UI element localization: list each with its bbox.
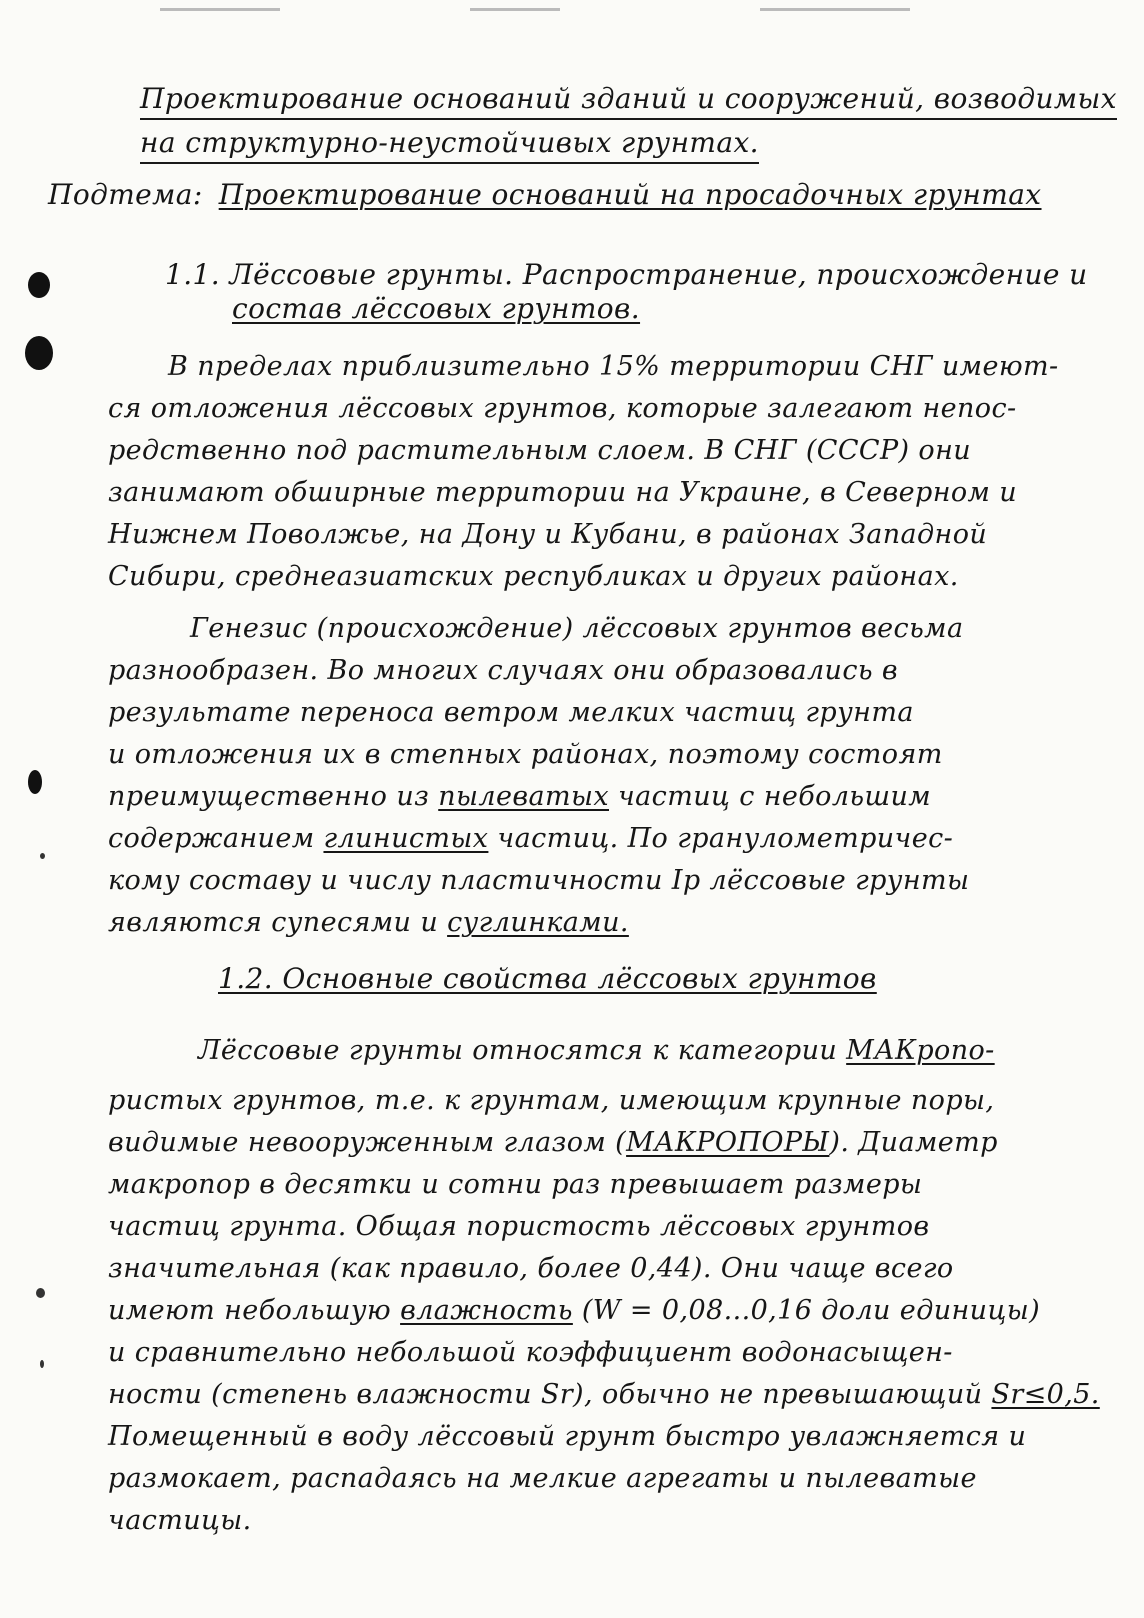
underlined-term: МАКРОПОРЫ [626, 1127, 830, 1158]
text-run: являются супесями и [108, 907, 448, 938]
paragraph-line [108, 780, 931, 814]
underlined-term: Sr≤0,5. [991, 1379, 1100, 1410]
paragraph-line: Помещенный в воду лёссовый грунт быстро увлажняется и [108, 1421, 1027, 1452]
subtopic [48, 178, 1042, 212]
subtopic-label: Подтема: [48, 178, 203, 211]
underlined-term: пылеватых [438, 781, 609, 812]
paragraph-line: занимают обширные территории на Украине, в Северном и [108, 477, 1018, 508]
text-run: содержанием [108, 823, 324, 854]
text-run: видимые невооруженным глазом ( [108, 1127, 627, 1158]
paragraph-line: частицы. [108, 1505, 252, 1536]
paragraph-line: Нижнем Поволжье, на Дону и Кубани, в районах Западной [108, 519, 988, 550]
paragraph-line: редственно под растительным слоем. В СНГ (СССР) они [108, 435, 972, 466]
subtopic-text: Проектирование оснований на просадочных грунтах [218, 178, 1042, 211]
paragraph-line: и отложения их в степных районах, поэтому состоят [108, 739, 943, 770]
text-run: частиц с небольшим [609, 781, 932, 812]
text-run: имеют небольшую [108, 1295, 401, 1326]
punch-hole-mark [28, 272, 50, 298]
paragraph-line: ся отложения лёссовых грунтов, которые залегают непос- [108, 393, 1017, 424]
underlined-term: МАКропо- [846, 1035, 995, 1066]
scan-speck [40, 1360, 44, 1368]
scan-speck [40, 853, 45, 859]
paragraph-line: разнообразен. Во многих случаях они образовались в [108, 655, 899, 686]
text-run: (W = 0,08...0,16 доли единицы) [572, 1295, 1041, 1326]
section-1-heading-line-2: состав лёссовых грунтов. [232, 292, 641, 325]
underlined-term: суглинками. [447, 907, 629, 938]
scan-speck [36, 1288, 45, 1298]
scan-noise-top [760, 8, 910, 11]
paragraph-line: Сибири, среднеазиатских республиках и других районах. [108, 561, 959, 592]
paragraph-line: ристых грунтов, т.е. к грунтам, имеющим крупные поры, [108, 1085, 995, 1116]
page-title-line-2: на структурно-неустойчивых грунтах. [140, 126, 759, 164]
paragraph-line: результате переноса ветром мелких частиц грунта [108, 697, 914, 728]
section-2-heading: 1.2. Основные свойства лёссовых грунтов [218, 962, 877, 995]
paragraph-line [108, 906, 629, 940]
underlined-term: глинистых [323, 823, 489, 854]
underlined-term: влажность [400, 1295, 573, 1326]
paragraph-line: Генезис (происхождение) лёссовых грунтов весьма [190, 613, 964, 644]
paragraph-line [198, 1034, 995, 1068]
text-run: ности (степень влажности Sr), обычно не превышающий [108, 1379, 992, 1410]
paragraph-line: частиц грунта. Общая пористость лёссовых грунтов [108, 1211, 930, 1242]
paragraph-line: размокает, распадаясь на мелкие агрегаты и пылеватые [108, 1463, 977, 1494]
punch-hole-mark [28, 770, 42, 794]
text-run: ). Диаметр [829, 1127, 998, 1158]
paragraph-line: и сравнительно небольшой коэффициент водонасыщен- [108, 1337, 953, 1368]
text-run: частиц. По гранулометричес- [488, 823, 954, 854]
paragraph-line [108, 1126, 998, 1160]
paragraph-line: значительная (как правило, более 0,44). Они чаще всего [108, 1253, 954, 1284]
page-title-line-1: Проектирование оснований зданий и сооружений, возводимых [140, 82, 1117, 120]
paragraph-line [108, 1378, 1100, 1412]
text-run: Лёссовые грунты относятся к категории [198, 1035, 847, 1066]
punch-hole-mark [25, 336, 53, 370]
paragraph-line: В пределах приблизительно 15% территории СНГ имеют- [168, 351, 1059, 382]
scan-noise-top [470, 8, 560, 11]
paragraph-line: макропор в десятки и сотни раз превышает размеры [108, 1169, 923, 1200]
section-1-heading-line-1: 1.1. Лёссовые грунты. Распространение, происхождение и [165, 258, 1088, 291]
text-run: преимущественно из [108, 781, 439, 812]
scan-noise-top [160, 8, 280, 11]
paragraph-line [108, 822, 953, 856]
paragraph-line: кому составу и числу пластичности Ip лёссовые грунты [108, 865, 970, 896]
paragraph-line [108, 1294, 1040, 1328]
